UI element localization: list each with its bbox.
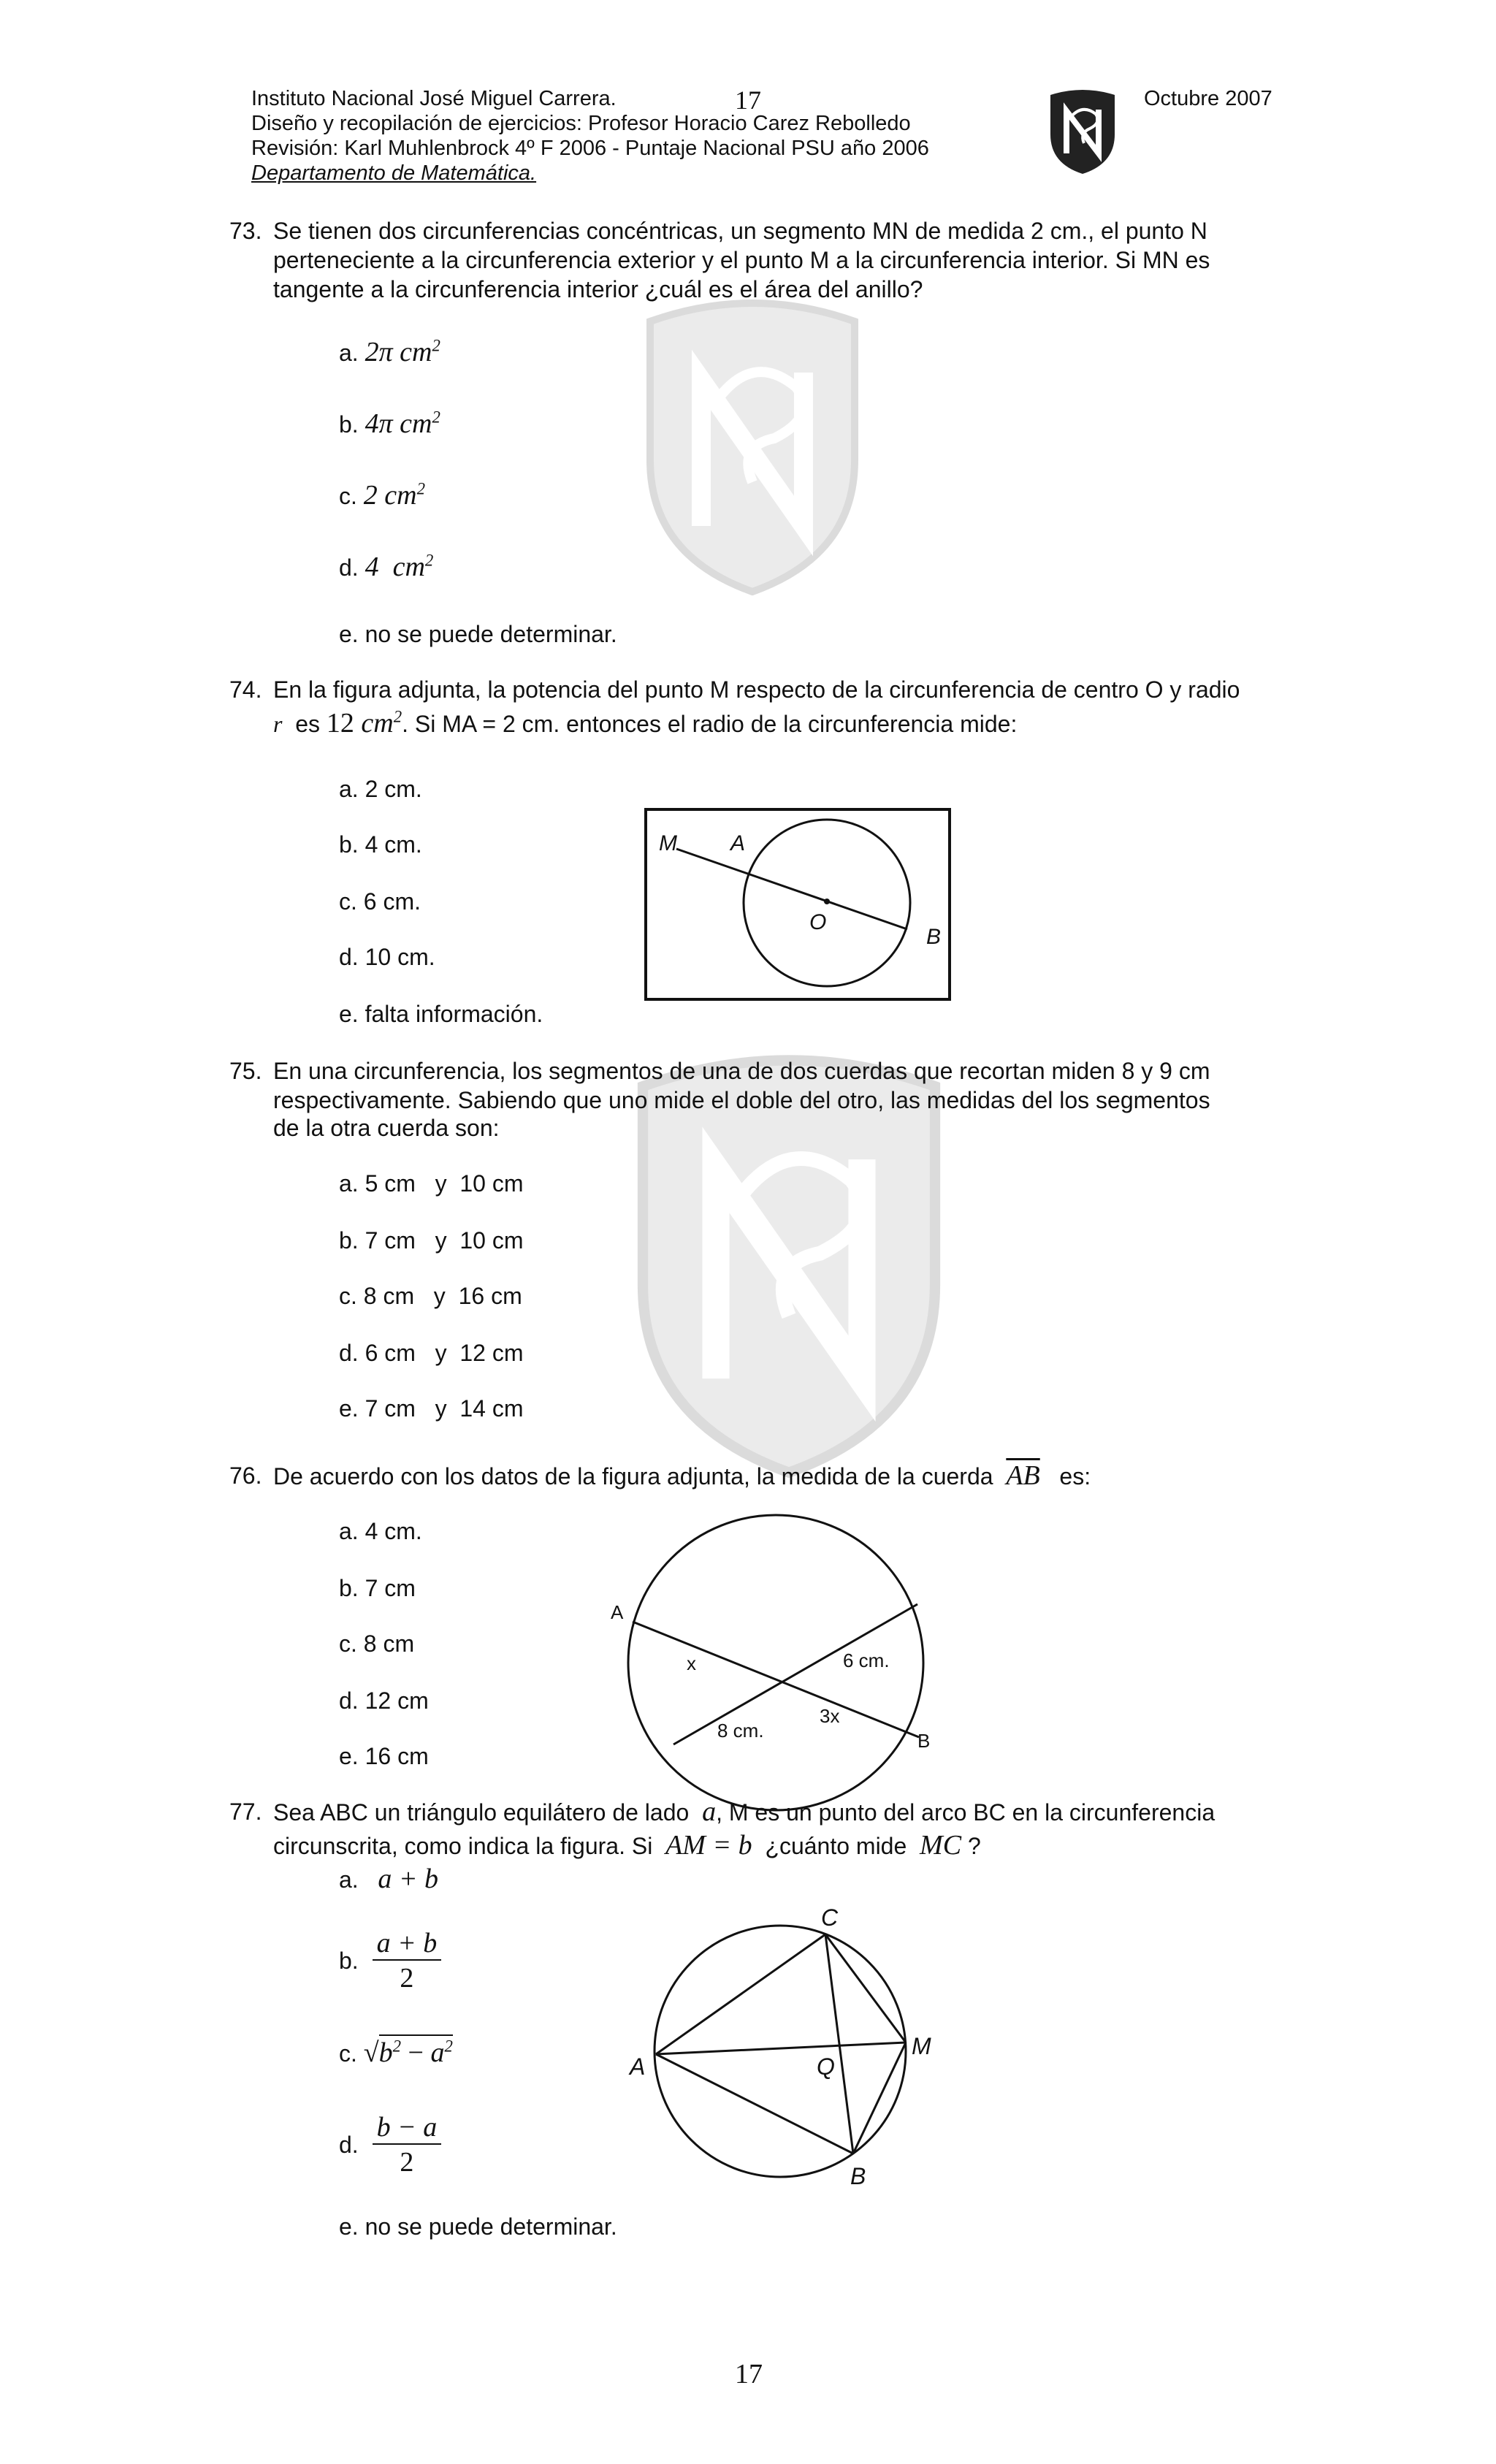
- q73-option-b: b. 4π $cm^2$: [339, 408, 440, 439]
- q77-label-c: C: [821, 1904, 839, 1931]
- q76-chord-ab: $\overline{AB}$: [1006, 1460, 1040, 1491]
- q73-text-line2: perteneciente a la circunferencia exterior y el punto M a la circunferencia interior. Si MN es: [273, 247, 1210, 273]
- header-page-number: 17: [735, 85, 761, 115]
- q77-label-q: Q: [817, 2053, 835, 2080]
- q77-text-line2: circunscrita, como indica la figura. Si AM = b ¿cuánto mide MC ?: [273, 1830, 981, 1861]
- q73-option-e: e. no se puede determinar.: [339, 621, 617, 647]
- q73-option-a: a. 2π $cm^2$: [339, 336, 440, 367]
- footer-page-number: 17: [735, 2359, 763, 2389]
- q77-option-b: b. $\frac{a + b}{2}$: [339, 1929, 441, 1993]
- q75-option-c: c. 8 cm y 16 cm: [339, 1283, 522, 1309]
- header-revision: Revisión: Karl Muhlenbrock 4º F 2006 - Puntaje Nacional PSU año 2006: [251, 137, 929, 160]
- q74-option-d: d. 10 cm.: [339, 944, 435, 970]
- q76-option-a: a. 4 cm.: [339, 1518, 422, 1544]
- q73-number: 73.: [229, 218, 262, 244]
- q75-option-b: b. 7 cm y 10 cm: [339, 1227, 524, 1254]
- watermark-shield-top: [628, 292, 877, 599]
- q75-text-line1: En una circunferencia, los segmentos de una de dos cuerdas que recortan miden 8 y 9 cm: [273, 1058, 1210, 1084]
- q77-option-c: c. $√b^2 - a^2$: [339, 2038, 453, 2068]
- header-date: Octubre 2007: [1144, 87, 1272, 110]
- header-design: Diseño y recopilación de ejercicios: Profesor Horacio Carez Rebolledo: [251, 112, 911, 135]
- q77-option-d: d. $\frac{b - a}{2}$: [339, 2113, 441, 2177]
- q74-number: 74.: [229, 676, 262, 703]
- q73-option-d: d. 4 $cm^2$: [339, 551, 434, 582]
- q77-figure: [627, 1899, 948, 2192]
- q77-text-line1: Sea ABC un triángulo equilátero de lado a, M es un punto del arco BC en la circunferencia: [273, 1796, 1216, 1827]
- q74-text-line2: r es 12 $cm^2$. Si MA = 2 cm. entonces el radio de la circunferencia mide:: [273, 707, 1018, 739]
- q73-option-c: c. 2 $cm^2$: [339, 479, 425, 511]
- q76-number: 76.: [229, 1462, 262, 1489]
- q73-text-line1: Se tienen dos circunferencias concéntricas, un segmento MN de medida 2 cm., el punto N: [273, 218, 1207, 244]
- q76-label-3x: 3x: [820, 1705, 840, 1727]
- q74-option-e: e. falta información.: [339, 1001, 543, 1027]
- q76-label-6cm: 6 cm.: [843, 1649, 890, 1671]
- q74-label-m: M: [659, 831, 677, 855]
- q74-label-b: B: [926, 925, 942, 949]
- q74-label-o: O: [809, 910, 827, 934]
- q75-text-line2: respectivamente. Sabiendo que uno mide el doble del otro, las medidas del los segmentos: [273, 1087, 1210, 1113]
- q77-label-a: A: [630, 2053, 646, 2080]
- school-logo: [1045, 82, 1121, 177]
- q76-option-c: c. 8 cm: [339, 1630, 415, 1657]
- q76-option-d: d. 12 cm: [339, 1687, 429, 1714]
- q74-option-a: a. 2 cm.: [339, 776, 422, 802]
- q77-option-a: a. a + b: [339, 1864, 439, 1894]
- q74-option-c: c. 6 cm.: [339, 888, 421, 915]
- q74-option-b: b. 4 cm.: [339, 831, 422, 858]
- q76-text: De acuerdo con los datos de la figura adjunta, la medida de la cuerda $\overline{AB}$ es:: [273, 1460, 1091, 1491]
- q76-figure: [603, 1511, 939, 1818]
- q74-figure: [644, 808, 951, 1001]
- q74-label-a: A: [730, 831, 746, 855]
- q77-number: 77.: [229, 1799, 262, 1825]
- q76-label-b: B: [917, 1730, 931, 1752]
- header-department: Departamento de Matemática.: [251, 161, 537, 185]
- q76-option-e: e. 16 cm: [339, 1743, 429, 1769]
- q75-text-line3: de la otra cuerda son:: [273, 1115, 500, 1141]
- q77-label-m: M: [912, 2033, 931, 2059]
- q75-number: 75.: [229, 1058, 262, 1084]
- q75-option-d: d. 6 cm y 12 cm: [339, 1340, 524, 1366]
- q77-label-b: B: [850, 2163, 866, 2189]
- q76-label-8cm: 8 cm.: [717, 1720, 764, 1742]
- q75-option-a: a. 5 cm y 10 cm: [339, 1170, 524, 1197]
- q75-option-e: e. 7 cm y 14 cm: [339, 1395, 524, 1422]
- q76-label-x: x: [687, 1652, 696, 1674]
- q77-option-e: e. no se puede determinar.: [339, 2213, 617, 2240]
- q73-text-line3: tangente a la circunferencia interior ¿cuál es el área del anillo?: [273, 276, 923, 302]
- q74-text-line1: En la figura adjunta, la potencia del punto M respecto de la circunferencia de centro O y radio: [273, 676, 1240, 703]
- q76-option-b: b. 7 cm: [339, 1575, 416, 1601]
- q76-label-a: A: [611, 1601, 624, 1623]
- header-institution: Instituto Nacional José Miguel Carrera.: [251, 87, 617, 110]
